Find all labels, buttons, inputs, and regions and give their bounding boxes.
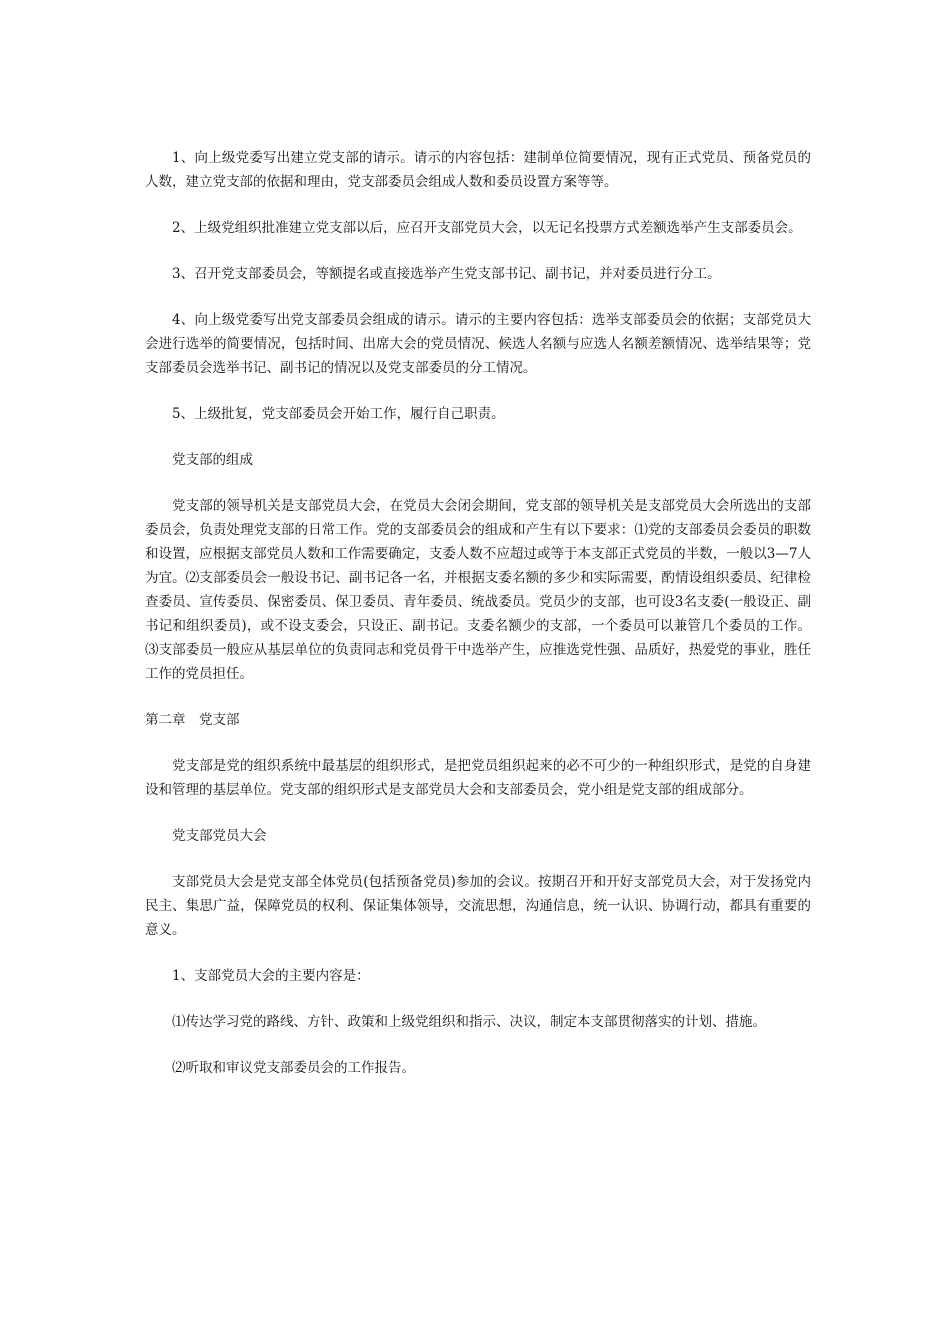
paragraph-branch-intro: 党支部是党的组织系统中最基层的组织形式，是把党员组织起来的必不可少的一种组织形式，是党的自身建设和管理的基层单位。党支部的组织形式是支部党员大会和支部委员会，党小组是党支部的组成部分。 [145, 758, 811, 798]
paragraph-step-5: 5、上级批复，党支部委员会开始工作，履行自己职责。 [172, 406, 505, 422]
paragraph-step-1: 1、向上级党委写出建立党支部的请示。请示的内容包括：建制单位简要情况，现有正式党员、预备党员的人数，建立党支部的依据和理由，党支部委员会组成人数和委员设置方案等等。 [145, 150, 811, 190]
section-heading-general-meeting: 党支部党员大会 [172, 828, 267, 844]
paragraph-item-2: ⑵听取和审议党支部委员会的工作报告。 [172, 1060, 415, 1076]
paragraph-composition: 党支部的领导机关是支部党员大会，在党员大会闭会期间，党支部的领导机关是支部党员大会所选出的支部委员会，负责处理党支部的日常工作。党的支部委员会的组成和产生有以下要求：⑴党的支部委员会委员的职数和设置，应根据支部党员人数和工作需要确定，支委人数不应超过或等于本支部正式党员的半数，一般以3—7人为宜。⑵支部委员会一般设书记、副书记各一名，并根据支委名额的多少和实际需要，酌情设组织委员、纪律检查委员、宣传委员、保密委员、保卫委员、青年委员、统战委员。党员少的支部，也可设3名支委(一般设正、副书记和组织委员)，或不设支委会，只设正、副书记。支委名额少的支部，一个委员可以兼管几个委员的工作。⑶支部委员一般应从基层单位的负责同志和党员骨干中选举产生，应推选党性强、品质好，热爱党的事业，胜任工作的党员担任。 [145, 498, 811, 682]
paragraph-step-4: 4、向上级党委写出党支部委员会组成的请示。请示的主要内容包括：选举支部委员会的依据；支部党员大会进行选举的简要情况，包括时间、出席大会的党员情况、候选人名额与应选人名额差额情况、选举结果等；党支部委员会选举书记、副书记的情况以及党支部委员的分工情况。 [145, 312, 811, 376]
paragraph-step-2: 2、上级党组织批准建立党支部以后，应召开支部党员大会，以无记名投票方式差额选举产生支部委员会。 [172, 220, 802, 236]
chapter-heading: 第二章 党支部 [145, 712, 240, 728]
document-body [145, 146, 811, 1102]
section-heading-composition: 党支部的组成 [172, 452, 253, 468]
paragraph-general-meeting: 支部党员大会是党支部全体党员(包括预备党员)参加的会议。按期召开和开好支部党员大会，对于发扬党内民主、集思广益，保障党员的权利、保证集体领导，交流思想，沟通信息，统一认识、协调行动，都具有重要的意义。 [145, 874, 811, 938]
paragraph-step-3: 3、召开党支部委员会，等额提名或直接选举产生党支部书记、副书记，并对委员进行分工。 [172, 266, 721, 282]
paragraph-item-1: ⑴传达学习党的路线、方针、政策和上级党组织和指示、决议，制定本支部贯彻落实的计划、措施。 [172, 1014, 766, 1030]
paragraph-meeting-content-intro: 1、支部党员大会的主要内容是： [172, 968, 370, 984]
